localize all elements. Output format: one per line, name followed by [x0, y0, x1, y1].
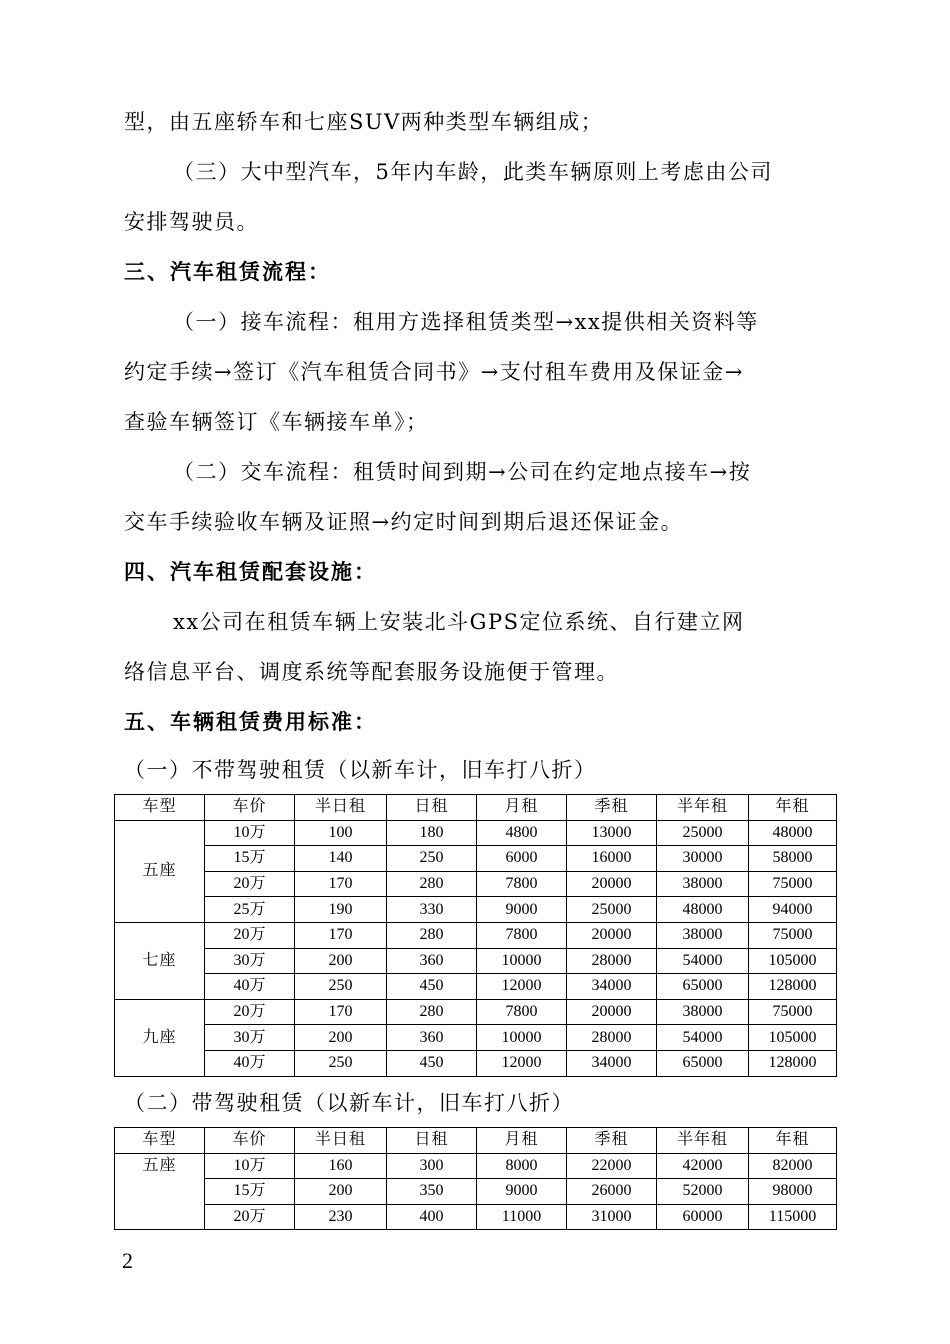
column-header: 车价: [205, 795, 295, 821]
table-cell: 13000: [567, 820, 657, 846]
vehicle-type-cell: 九座: [115, 999, 205, 1076]
body-paragraph: 络信息平台、调度系统等配套服务设施便于管理。: [124, 660, 619, 684]
column-header: 季租: [567, 795, 657, 821]
table-cell: 20万: [205, 922, 295, 948]
table-cell: 330: [387, 897, 477, 923]
table-cell: 25万: [205, 897, 295, 923]
column-header: 车型: [115, 1128, 205, 1154]
vehicle-type-cell: 七座: [115, 922, 205, 999]
table-cell: 8000: [477, 1153, 567, 1179]
vehicle-type-cell: 五座: [115, 820, 205, 922]
column-header: 月租: [477, 1128, 567, 1154]
table-cell: 31000: [567, 1204, 657, 1230]
table-cell: 52000: [657, 1179, 749, 1205]
table-cell: 360: [387, 1025, 477, 1051]
table-cell: 54000: [657, 948, 749, 974]
table-cell: 140: [295, 846, 387, 872]
table-cell: 4800: [477, 820, 567, 846]
table-cell: 400: [387, 1204, 477, 1230]
table-cell: 65000: [657, 974, 749, 1000]
column-header: 车价: [205, 1128, 295, 1154]
table-cell: 7800: [477, 922, 567, 948]
table-cell: 250: [295, 974, 387, 1000]
body-paragraph: xx公司在租赁车辆上安装北斗GPS定位系统、自行建立网: [173, 610, 745, 634]
table-cell: 98000: [749, 1179, 837, 1205]
table-row: [115, 922, 837, 948]
table-cell: 58000: [749, 846, 837, 872]
table-cell: 38000: [657, 922, 749, 948]
table-cell: 54000: [657, 1025, 749, 1051]
column-header: 月租: [477, 795, 567, 821]
table-cell: 48000: [657, 897, 749, 923]
table-cell: 7800: [477, 999, 567, 1025]
table-cell: 34000: [567, 974, 657, 1000]
column-header: 半日租: [295, 1128, 387, 1154]
table-cell: 280: [387, 999, 477, 1025]
column-header: 年租: [749, 795, 837, 821]
table-cell: 48000: [749, 820, 837, 846]
table-cell: 65000: [657, 1050, 749, 1076]
table-cell: 30万: [205, 1025, 295, 1051]
table-cell: 20万: [205, 1204, 295, 1230]
page-number: 2: [122, 1248, 133, 1273]
column-header: 年租: [749, 1128, 837, 1154]
table-caption: （一）不带驾驶租赁（以新车计，旧车打八折）: [124, 758, 597, 782]
table-cell: 20万: [205, 999, 295, 1025]
table-cell: 28000: [567, 948, 657, 974]
table-cell: 180: [387, 820, 477, 846]
table-cell: 12000: [477, 974, 567, 1000]
table-row: [115, 897, 837, 923]
table-cell: 82000: [749, 1153, 837, 1179]
table-cell: 200: [295, 1179, 387, 1205]
table-cell: 34000: [567, 1050, 657, 1076]
column-header: 季租: [567, 1128, 657, 1154]
table-cell: 250: [295, 1050, 387, 1076]
body-paragraph: （三）大中型汽车，5年内车龄，此类车辆原则上考虑由公司: [173, 160, 773, 184]
table-cell: 9000: [477, 1179, 567, 1205]
table-cell: 9000: [477, 897, 567, 923]
table-cell: 30000: [657, 846, 749, 872]
table-cell: 15万: [205, 1179, 295, 1205]
table-cell: 40万: [205, 1050, 295, 1076]
table-cell: 100: [295, 820, 387, 846]
table-cell: 360: [387, 948, 477, 974]
table-cell: 20000: [567, 922, 657, 948]
table-cell: 10000: [477, 948, 567, 974]
rental-fee-table-with-driver: [114, 1127, 837, 1230]
body-paragraph: 约定手续→签订《汽车租赁合同书》→支付租车费用及保证金→: [124, 360, 744, 384]
section-heading: 五、车辆租赁费用标准：: [124, 709, 377, 734]
table-row: [115, 1153, 837, 1179]
table-row: [115, 846, 837, 872]
table-cell: 160: [295, 1153, 387, 1179]
table-cell: 7800: [477, 871, 567, 897]
table-cell: 115000: [749, 1204, 837, 1230]
table-cell: 170: [295, 871, 387, 897]
table-cell: 280: [387, 922, 477, 948]
column-header: 半日租: [295, 795, 387, 821]
table-row: [115, 1179, 837, 1205]
table-cell: 22000: [567, 1153, 657, 1179]
rental-fee-table-self-drive: [114, 794, 837, 1077]
table-cell: 11000: [477, 1204, 567, 1230]
table-header-row: [115, 1128, 837, 1154]
table-row: [115, 871, 837, 897]
table-cell: 350: [387, 1179, 477, 1205]
table-cell: 60000: [657, 1204, 749, 1230]
table-cell: 42000: [657, 1153, 749, 1179]
table-cell: 16000: [567, 846, 657, 872]
table-cell: 28000: [567, 1025, 657, 1051]
table-cell: 300: [387, 1153, 477, 1179]
section-heading: 四、汽车租赁配套设施：: [124, 559, 377, 584]
body-paragraph: 查验车辆签订《车辆接车单》；: [124, 410, 429, 434]
table-cell: 20000: [567, 999, 657, 1025]
table-row: [115, 999, 837, 1025]
table-cell: 94000: [749, 897, 837, 923]
table-caption: （二）带驾驶租赁（以新车计，旧车打八折）: [124, 1091, 574, 1115]
table-cell: 40万: [205, 974, 295, 1000]
table-cell: 128000: [749, 974, 837, 1000]
table-cell: 250: [387, 846, 477, 872]
column-header: 车型: [115, 795, 205, 821]
table-cell: 75000: [749, 922, 837, 948]
body-paragraph: 型，由五座轿车和七座SUV两种类型车辆组成；: [124, 110, 604, 134]
table-cell: 30万: [205, 948, 295, 974]
table-cell: 25000: [567, 897, 657, 923]
table-cell: 75000: [749, 999, 837, 1025]
table-cell: 200: [295, 948, 387, 974]
table-row: [115, 1204, 837, 1230]
column-header: 半年租: [657, 1128, 749, 1154]
table-cell: 26000: [567, 1179, 657, 1205]
table-cell: 450: [387, 974, 477, 1000]
table-row: [115, 820, 837, 846]
table-cell: 20万: [205, 871, 295, 897]
table-cell: 75000: [749, 871, 837, 897]
column-header: 日租: [387, 1128, 477, 1154]
table-row: [115, 948, 837, 974]
table-cell: 190: [295, 897, 387, 923]
body-paragraph: （一）接车流程：租用方选择租赁类型→xx提供相关资料等: [173, 310, 759, 334]
body-paragraph: 安排驾驶员。: [124, 210, 259, 234]
table-cell: 10万: [205, 1153, 295, 1179]
table-cell: 20000: [567, 871, 657, 897]
table-row: [115, 1050, 837, 1076]
table-cell: 170: [295, 922, 387, 948]
section-heading: 三、汽车租赁流程：: [124, 259, 331, 284]
table-row: [115, 974, 837, 1000]
body-paragraph: 交车手续验收车辆及证照→约定时间到期后退还保证金。: [124, 510, 684, 534]
table-cell: 450: [387, 1050, 477, 1076]
table-cell: 12000: [477, 1050, 567, 1076]
table-cell: 10万: [205, 820, 295, 846]
table-cell: 38000: [657, 999, 749, 1025]
table-cell: 10000: [477, 1025, 567, 1051]
table-cell: 230: [295, 1204, 387, 1230]
vehicle-type-cell: 五座: [115, 1153, 205, 1230]
table-cell: 105000: [749, 1025, 837, 1051]
table-cell: 200: [295, 1025, 387, 1051]
table-cell: 280: [387, 871, 477, 897]
table-cell: 15万: [205, 846, 295, 872]
column-header: 日租: [387, 795, 477, 821]
table-cell: 6000: [477, 846, 567, 872]
table-row: [115, 1025, 837, 1051]
body-paragraph: （二）交车流程：租赁时间到期→公司在约定地点接车→按: [173, 460, 752, 484]
table-cell: 170: [295, 999, 387, 1025]
table-header-row: [115, 795, 837, 821]
table-cell: 38000: [657, 871, 749, 897]
table-cell: 128000: [749, 1050, 837, 1076]
table-cell: 105000: [749, 948, 837, 974]
column-header: 半年租: [657, 795, 749, 821]
table-cell: 25000: [657, 820, 749, 846]
